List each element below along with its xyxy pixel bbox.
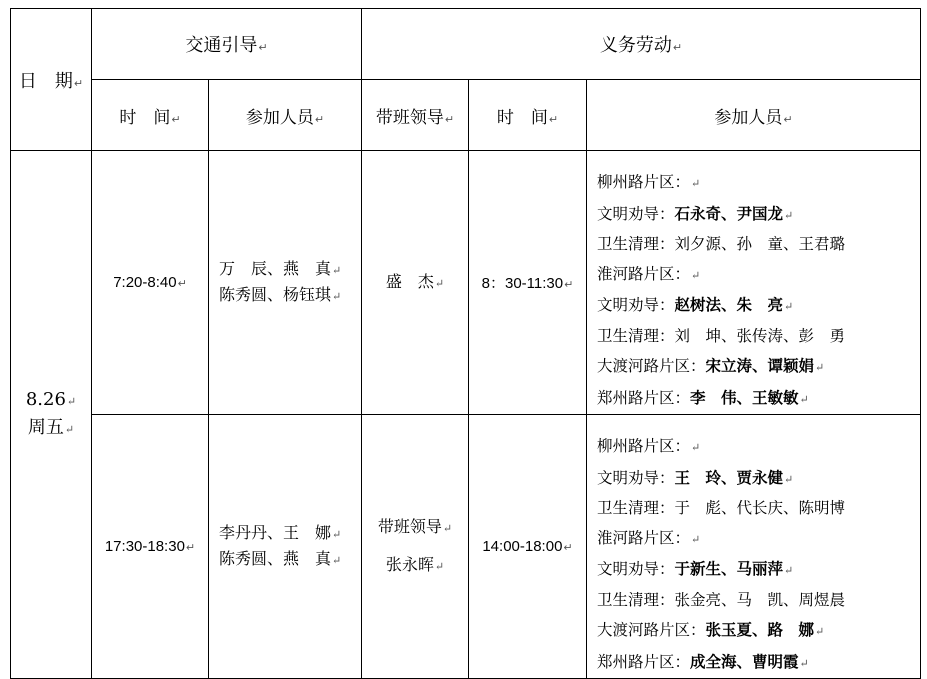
list-item: 柳州路片区：↵ [597, 437, 701, 455]
list-item: 卫生清理：刘 坤、张传涛、彭 勇 [597, 326, 846, 345]
schedule-table [10, 8, 921, 679]
labor-people-header: 参加人员↵ [587, 80, 921, 151]
list-item: 卫生清理：刘夕源、孙 童、王君璐 [597, 235, 846, 253]
traffic-people-cell: 李丹丹、王 娜↵ 陈秀圆、燕 真↵ [209, 415, 362, 679]
list-item: 淮河路片区：↵ [597, 264, 701, 283]
list-item: 卫生清理：张金亮、马 凯、周煜晨 [597, 590, 846, 609]
labor-time-cell: 8：30-11:30↵ [469, 151, 587, 415]
list-item: 卫生清理：于 彪、代长庆、陈明博 [597, 499, 846, 517]
traffic-people-header: 参加人员↵ [209, 80, 362, 151]
traffic-group-header: 交通引导↵ [92, 9, 362, 80]
labor-people-cell [587, 151, 921, 415]
labor-time-cell: 14:00-18:00↵ [469, 415, 587, 679]
traffic-time-cell: 17:30-18:30↵ [92, 415, 209, 679]
list-item: 淮河路片区：↵ [597, 528, 701, 547]
list-item: 郑州路片区：李 伟、王敏敏↵ [597, 387, 809, 407]
date-header: 日 期↵ [11, 9, 92, 151]
table-row [11, 415, 921, 679]
list-item: 文明劝导：王 玲、贾永健↵ [597, 467, 794, 487]
labor-people-cell [587, 415, 921, 679]
traffic-people-cell: 万 辰、燕 真↵ 陈秀圆、杨钰琪↵ [209, 151, 362, 415]
date-cell: 8.26↵ 周五↵ [11, 151, 92, 679]
list-item: 郑州路片区：成全海、曹明霞↵ [597, 651, 809, 671]
table-row [11, 151, 921, 415]
labor-time-header: 时 间↵ [469, 80, 587, 151]
list-item: 大渡河路片区：宋立涛、谭颖娟↵ [597, 356, 825, 375]
list-item: 文明劝导：石永奇、尹国龙↵ [597, 203, 794, 223]
list-item: 柳州路片区：↵ [597, 173, 701, 191]
labor-leader-header: 带班领导↵ [362, 80, 469, 151]
labor-group-header: 义务劳动↵ [362, 9, 921, 80]
list-item: 大渡河路片区：张玉夏、路 娜↵ [597, 620, 825, 639]
list-item: 文明劝导：赵树法、朱 亮↵ [597, 295, 794, 314]
date-value: 8.26 [25, 388, 66, 410]
traffic-time-header: 时 间↵ [92, 80, 209, 151]
list-item: 文明劝导：于新生、马丽萍↵ [597, 559, 794, 578]
weekday-value: 周五 [27, 416, 64, 438]
traffic-time-cell: 7:20-8:40↵ [92, 151, 209, 415]
leader-cell: 盛 杰↵ [362, 151, 469, 415]
leader-cell: 带班领导↵ 张永晖↵ [362, 415, 469, 679]
